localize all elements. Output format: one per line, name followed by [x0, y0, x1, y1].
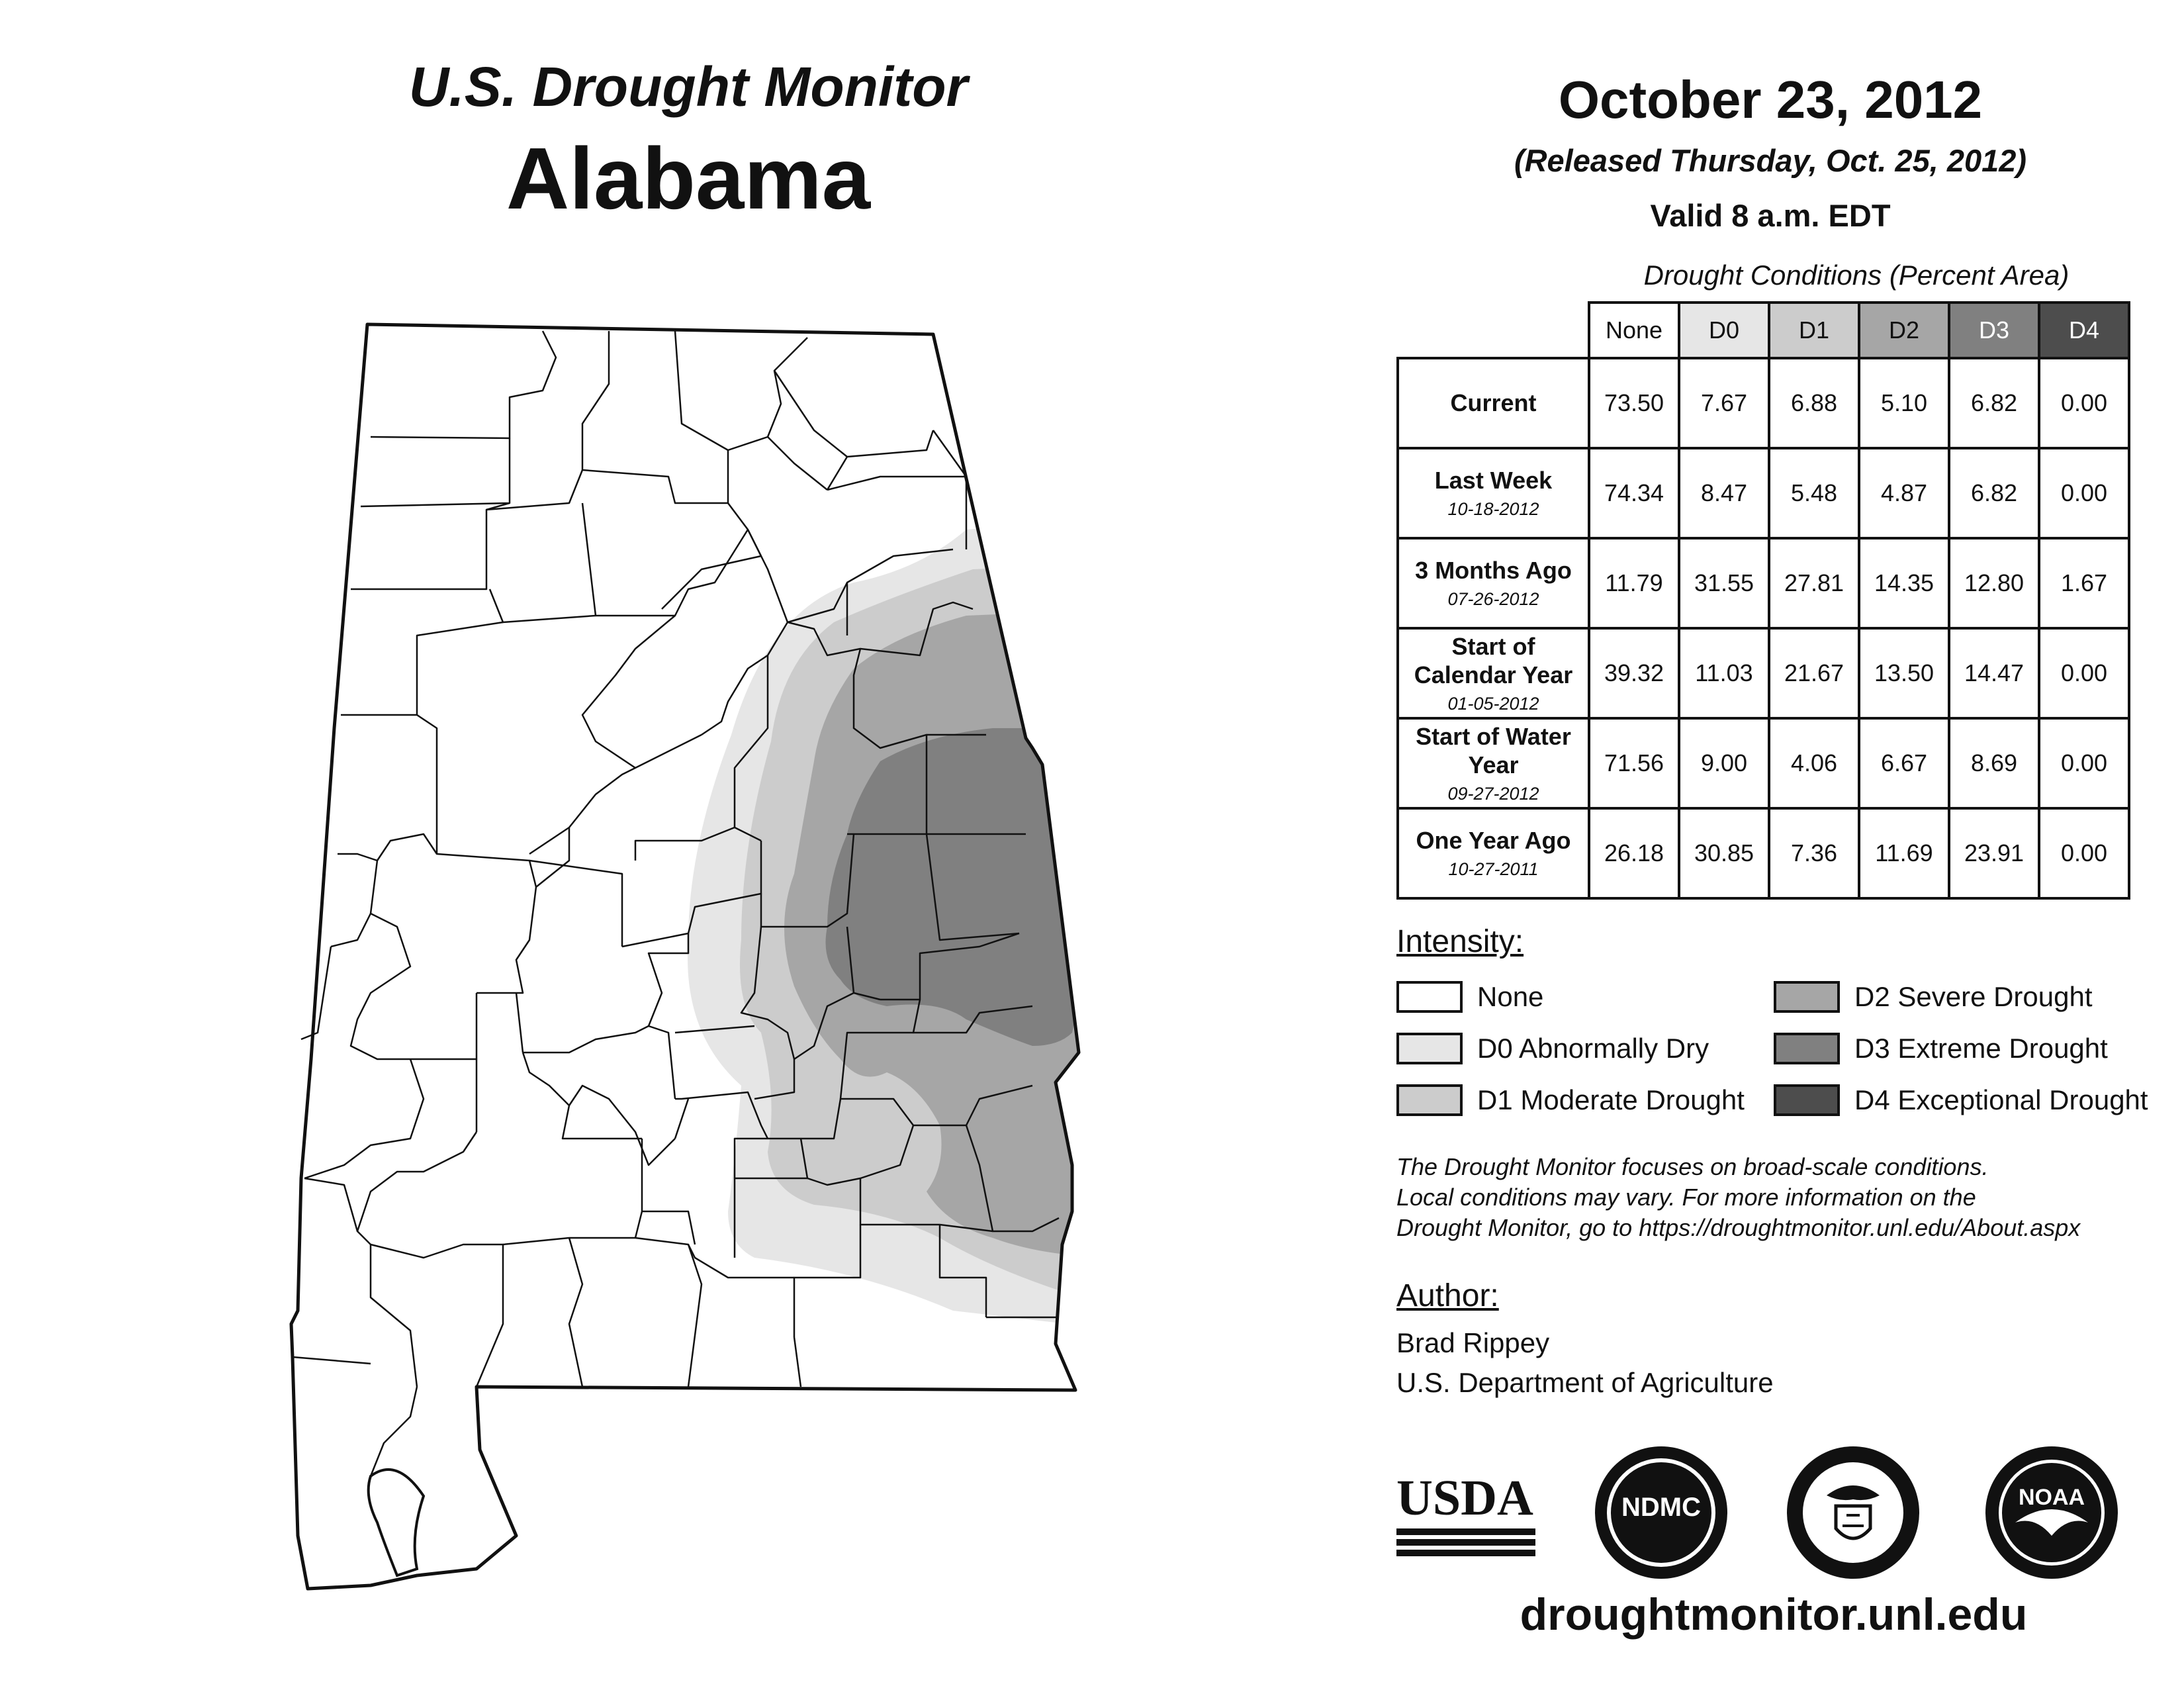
table-cell: 5.10	[1859, 358, 1949, 448]
column-header-d4: D4	[2039, 303, 2129, 358]
legend-label: D4 Exceptional Drought	[1854, 1084, 2148, 1115]
table-cell: 14.47	[1949, 628, 2039, 718]
table-row	[1398, 718, 2129, 808]
table-cell: 9.00	[1679, 718, 1769, 808]
row-label	[1398, 358, 1589, 448]
website-url[interactable]: droughtmonitor.unl.edu	[1520, 1589, 2028, 1640]
table-cell: 73.50	[1589, 358, 1679, 448]
legend-swatch	[1396, 1084, 1463, 1116]
table-cell: 23.91	[1949, 808, 2039, 898]
valid-time: Valid 8 a.m. EDT	[1650, 198, 1891, 233]
table-cell: 0.00	[2039, 448, 2129, 538]
legend-swatch	[1396, 981, 1463, 1013]
table-cell: 8.47	[1679, 448, 1769, 538]
table-cell: 11.79	[1589, 538, 1679, 628]
table-cell: 1.67	[2039, 538, 2129, 628]
table-cell: 74.34	[1589, 448, 1679, 538]
legend-item	[1396, 981, 1543, 1013]
row-label-text: Current	[1450, 389, 1537, 417]
table-cell: 0.00	[2039, 718, 2129, 808]
legend-item	[1774, 1084, 2148, 1116]
table-cell: 6.67	[1859, 718, 1949, 808]
table-caption: Drought Conditions (Percent Area)	[1643, 259, 2070, 291]
legend-swatch	[1774, 981, 1840, 1013]
row-label	[1398, 628, 1589, 718]
column-header-d1: D1	[1769, 303, 1859, 358]
table-cell: 0.00	[2039, 628, 2129, 718]
ndmc-logo	[1595, 1446, 1727, 1579]
legend-label: D1 Moderate Drought	[1477, 1084, 1745, 1115]
row-label-text: Last Week	[1434, 467, 1553, 494]
row-label	[1398, 448, 1589, 538]
agency-logos	[1396, 1446, 2124, 1579]
author-name: Brad Rippey	[1396, 1327, 1550, 1358]
table-row	[1398, 358, 2129, 448]
table-cell: 5.48	[1769, 448, 1859, 538]
legend-label: D0 Abnormally Dry	[1477, 1033, 1709, 1064]
page-title: U.S. Drought Monitor	[408, 56, 968, 118]
legend-label: None	[1477, 981, 1544, 1012]
table-header-row	[1398, 303, 2129, 358]
note-line-1: The Drought Monitor focuses on broad-scale conditions.	[1396, 1153, 1989, 1180]
mobile-bay-outline	[369, 1470, 424, 1575]
usda-logo	[1396, 1470, 1535, 1566]
table-cell: 39.32	[1589, 628, 1679, 718]
table-cell: 30.85	[1679, 808, 1769, 898]
note-line-3: Drought Monitor, go to https://droughtmonitor.unl.edu/About.aspx	[1396, 1214, 2081, 1242]
row-date: 09-27-2012	[1447, 783, 1539, 804]
column-header-none: None	[1589, 303, 1679, 358]
table-corner	[1398, 303, 1589, 358]
table-cell: 31.55	[1679, 538, 1769, 628]
row-date: 10-18-2012	[1447, 499, 1539, 520]
noaa-logo-text: NOAA	[2018, 1485, 2085, 1510]
row-label-text: Start of Calendar Year	[1414, 632, 1573, 688]
row-label	[1398, 718, 1589, 808]
table-cell: 0.00	[2039, 358, 2129, 448]
author-organization: U.S. Department of Agriculture	[1396, 1367, 1774, 1398]
table-cell: 13.50	[1859, 628, 1949, 718]
table-cell: 4.06	[1769, 718, 1859, 808]
table-cell: 71.56	[1589, 718, 1679, 808]
date-block	[1390, 70, 2151, 234]
row-date: 07-26-2012	[1447, 589, 1539, 610]
column-header-d2: D2	[1859, 303, 1949, 358]
row-label	[1398, 538, 1589, 628]
table-cell: 6.82	[1949, 448, 2039, 538]
table-row	[1398, 628, 2129, 718]
row-label-text: One Year Ago	[1416, 827, 1571, 855]
row-date: 10-27-2011	[1448, 859, 1539, 880]
row-label-text: 3 Months Ago	[1415, 557, 1572, 585]
table-cell: 27.81	[1769, 538, 1859, 628]
table-row	[1398, 808, 2129, 898]
table-cell: 6.88	[1769, 358, 1859, 448]
table-cell: 4.87	[1859, 448, 1949, 538]
column-header-d3: D3	[1949, 303, 2039, 358]
ndmc-logo-text: NDMC	[1621, 1493, 1701, 1522]
legend-item	[1396, 1084, 1745, 1116]
legend-swatch	[1774, 1084, 1840, 1116]
legend-title: Intensity:	[1396, 924, 1524, 959]
row-label-text: Start of Water Year	[1416, 722, 1571, 778]
table-cell: 14.35	[1859, 538, 1949, 628]
table-cell: 7.36	[1769, 808, 1859, 898]
table-row	[1398, 538, 2129, 628]
legend-item	[1396, 1033, 1709, 1064]
drought-conditions-table	[1396, 301, 2130, 900]
legend-swatch	[1396, 1033, 1463, 1064]
row-date: 01-05-2012	[1447, 693, 1539, 714]
legend-item	[1774, 981, 2093, 1013]
table-row	[1398, 448, 2129, 538]
table-cell: 0.00	[2039, 808, 2129, 898]
table-cell: 11.03	[1679, 628, 1769, 718]
state-name: Alabama	[506, 130, 871, 228]
column-header-d0: D0	[1679, 303, 1769, 358]
table-cell: 6.82	[1949, 358, 2039, 448]
legend-swatch	[1774, 1033, 1840, 1064]
release-date: (Released Thursday, Oct. 25, 2012)	[1514, 143, 2027, 178]
usda-logo-text: USDA	[1396, 1470, 1533, 1526]
disclaimer-note	[1396, 1152, 2177, 1243]
table-cell: 11.69	[1859, 808, 1949, 898]
row-label	[1398, 808, 1589, 898]
commerce-seal-inner	[1803, 1462, 1903, 1563]
map-date: October 23, 2012	[1558, 70, 1983, 129]
table-cell: 8.69	[1949, 718, 2039, 808]
eagle-shield-icon	[1803, 1462, 1903, 1563]
author-title: Author:	[1396, 1278, 1499, 1313]
table-cell: 12.80	[1949, 538, 2039, 628]
table-cell: 26.18	[1589, 808, 1679, 898]
legend-label: D3 Extreme Drought	[1854, 1033, 2108, 1064]
department-of-commerce-seal	[1787, 1446, 1919, 1579]
legend-label: D2 Severe Drought	[1854, 981, 2093, 1012]
table-cell: 7.67	[1679, 358, 1769, 448]
table-cell: 21.67	[1769, 628, 1859, 718]
noaa-logo	[1985, 1446, 2118, 1579]
note-line-2: Local conditions may vary. For more information on the	[1396, 1184, 1976, 1211]
noaa-bird-icon	[2002, 1463, 2101, 1562]
legend-item	[1774, 1033, 2108, 1064]
table-body	[1398, 358, 2129, 898]
